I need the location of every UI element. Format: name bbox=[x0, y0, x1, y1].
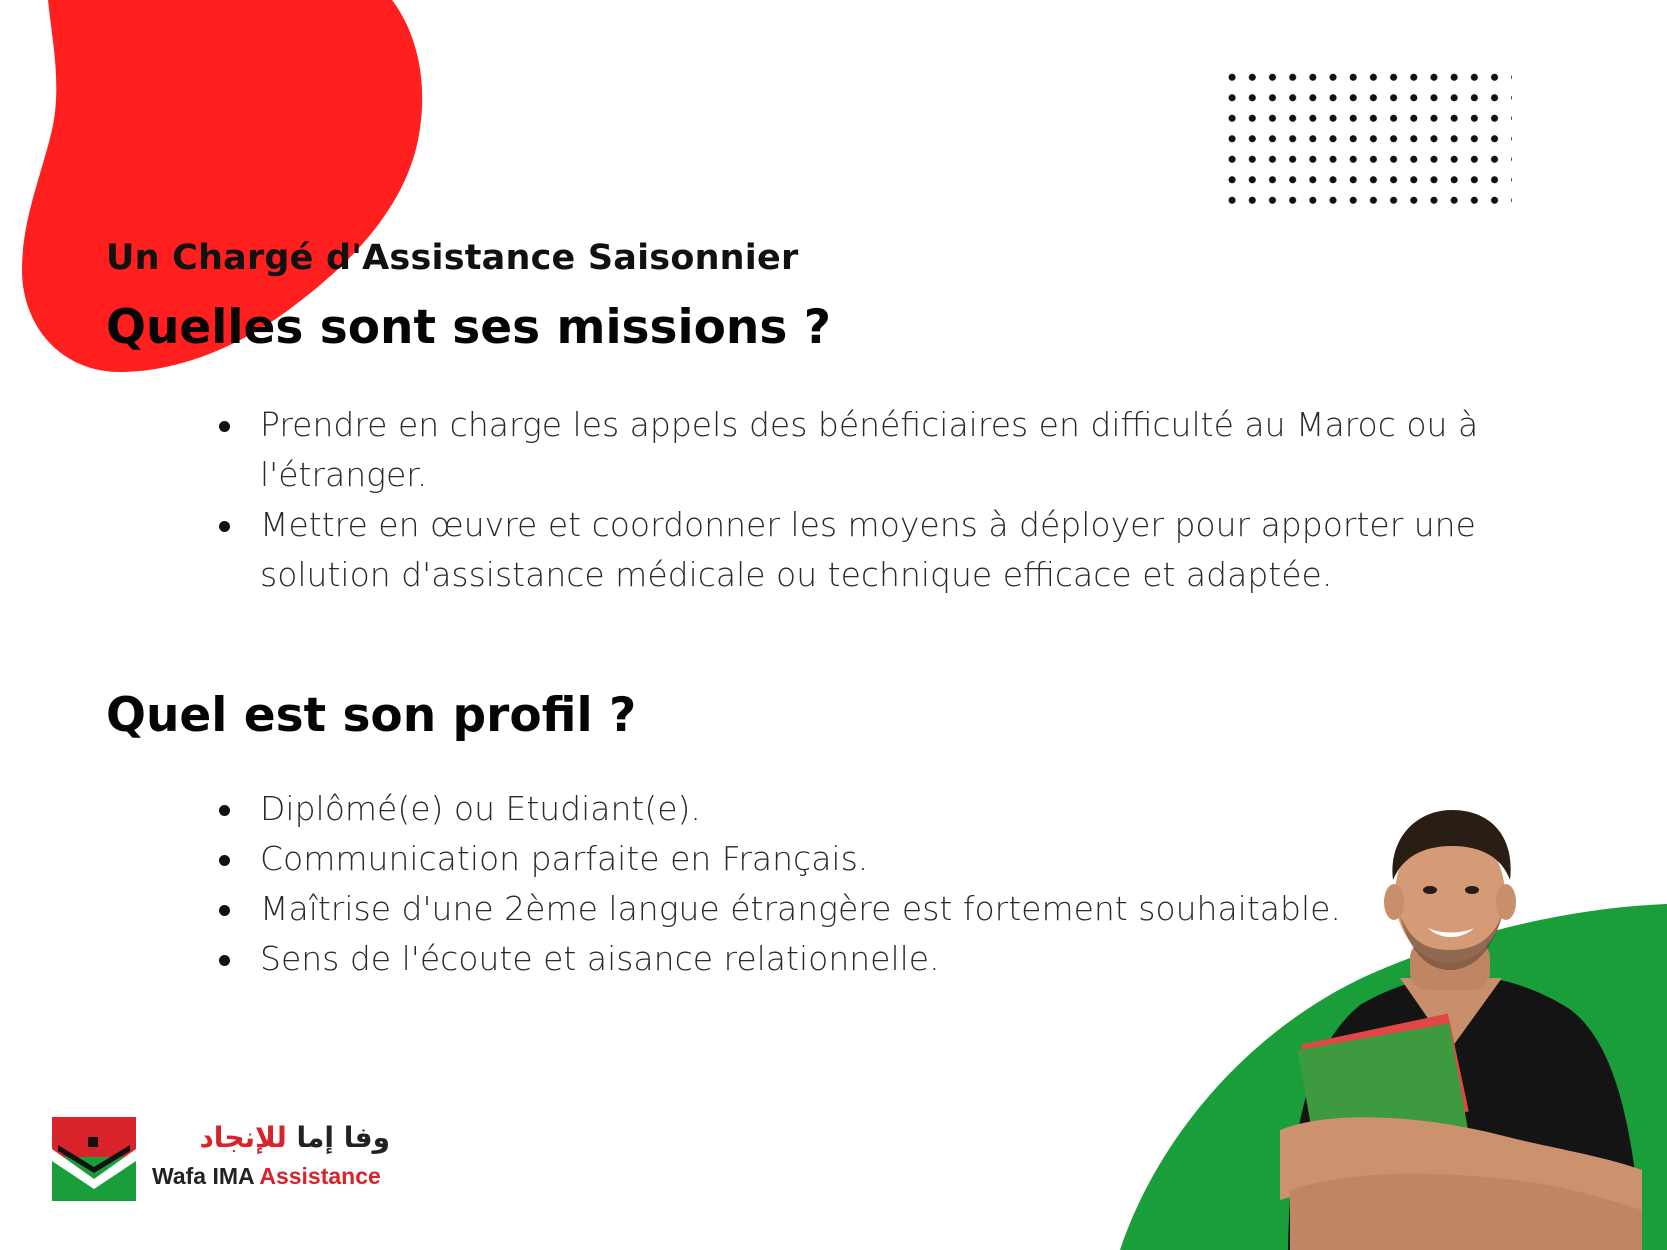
list-item: Sens de l'écoute et aisance relationnelle. bbox=[260, 934, 1510, 984]
logo-latin-red: Assistance bbox=[259, 1163, 381, 1189]
logo-latin-text bbox=[152, 1163, 381, 1190]
logo-arabic-dark: وفا إما bbox=[296, 1121, 390, 1154]
missions-list bbox=[260, 400, 1510, 600]
list-item: Mettre en œuvre et coordonner les moyens à déployer pour apporter une solution d'assistance médicale ou technique efficace et adaptée. bbox=[260, 500, 1510, 600]
missions-heading: Quelles sont ses missions ? bbox=[106, 300, 831, 355]
profil-list bbox=[260, 784, 1510, 984]
logo-arabic-red: للإنجاد bbox=[199, 1121, 287, 1154]
list-item: Communication parfaite en Français. bbox=[260, 834, 1510, 884]
list-item: Diplômé(e) ou Etudiant(e). bbox=[260, 784, 1510, 834]
job-title: Un Chargé d'Assistance Saisonnier bbox=[106, 238, 799, 278]
list-item: Maîtrise d'une 2ème langue étrangère est fortement souhaitable. bbox=[260, 884, 1510, 934]
logo-arabic-text bbox=[150, 1121, 390, 1154]
profil-heading: Quel est son profil ? bbox=[106, 688, 637, 743]
wafa-ima-logo-icon bbox=[52, 1117, 136, 1201]
logo-latin-dark: Wafa IMA bbox=[152, 1163, 260, 1189]
wafa-ima-logo bbox=[52, 1117, 392, 1203]
list-item: Prendre en charge les appels des bénéficiaires en difficulté au Maroc ou à l'étranger. bbox=[260, 400, 1510, 500]
